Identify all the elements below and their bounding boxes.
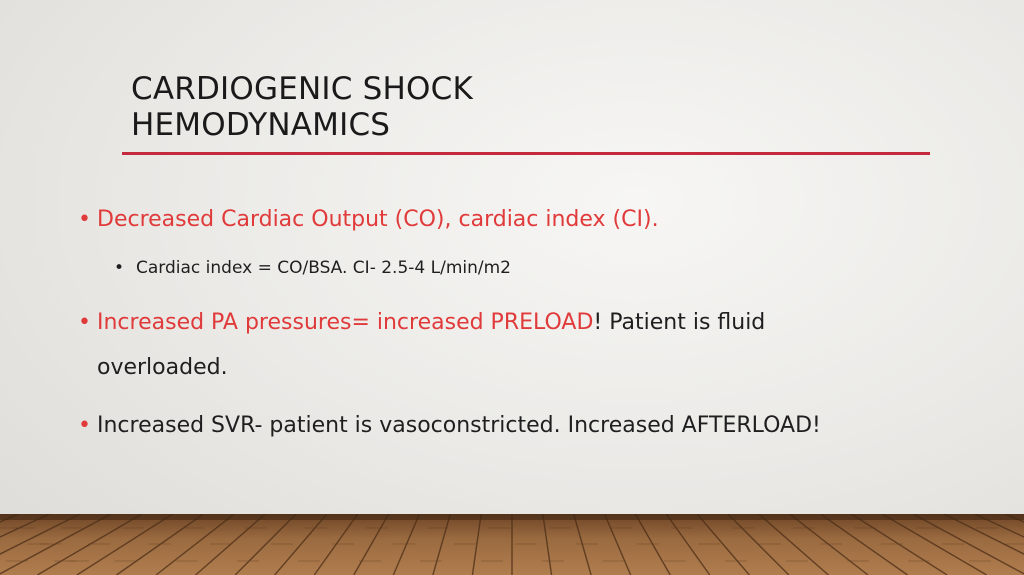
wood-floor [0, 514, 1024, 575]
title-underline [122, 152, 930, 155]
bullet-marker: • [78, 413, 91, 438]
title-line-1: CARDIOGENIC SHOCK [131, 71, 474, 107]
bullet-text-4: Increased SVR- patient is vasoconstricted. Increased AFTERLOAD! [97, 413, 821, 438]
slide-title [131, 71, 911, 143]
bullet-marker: • [78, 207, 91, 232]
bullet-text-1: Decreased Cardiac Output (CO), cardiac index (CI). [97, 207, 659, 232]
title-line-2: HEMODYNAMICS [131, 107, 391, 143]
sub-bullet-marker: • [114, 258, 125, 278]
bullet-text-3-highlight: Increased PA pressures= increased PRELOAD [97, 310, 594, 335]
bullet-item-3 [78, 310, 978, 390]
bullet-item-1 [78, 207, 978, 237]
bullet-text-3-rest: ! Patient is fluid [593, 310, 766, 335]
bullet-item-4 [78, 413, 978, 443]
sub-bullet-item [114, 258, 974, 282]
sub-bullet-text: Cardiac index = CO/BSA. CI- 2.5-4 L/min/m2 [136, 258, 511, 278]
bullet-text-3-line2: overloaded. [97, 355, 228, 380]
bullet-text-3-line1 [97, 310, 765, 335]
bullet-marker: • [78, 310, 91, 335]
wood-floor-texture [0, 514, 1024, 575]
